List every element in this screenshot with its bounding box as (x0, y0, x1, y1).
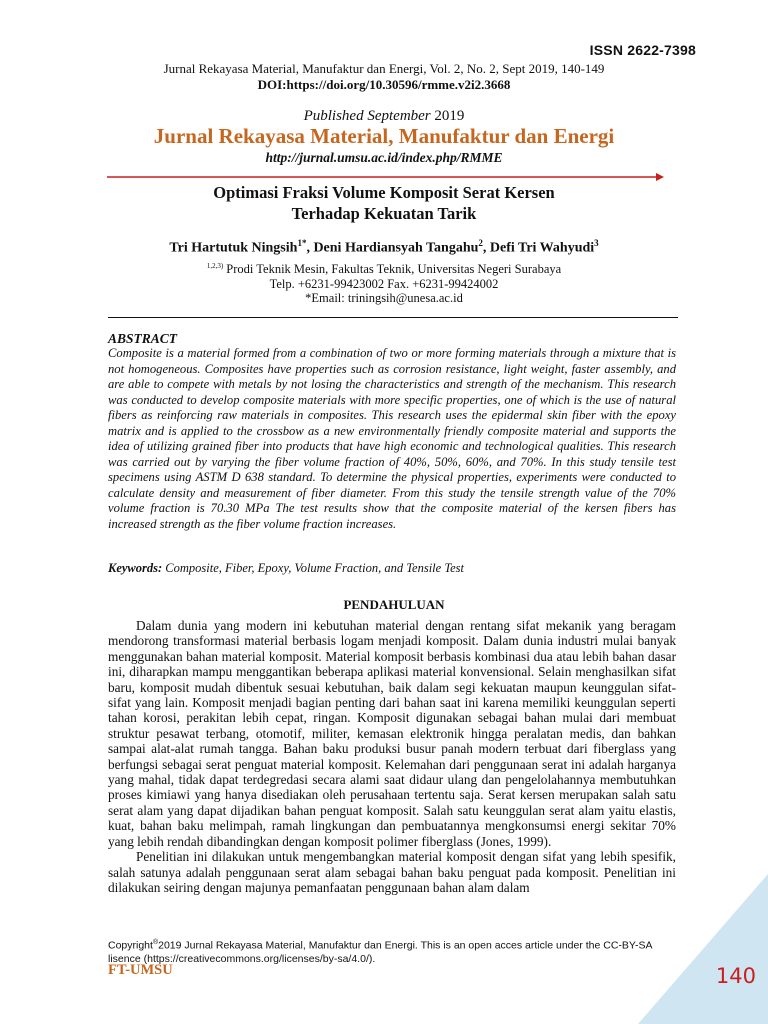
author-affiliation-mark: 2 (478, 238, 483, 248)
registered-mark: ® (152, 939, 159, 946)
red-arrow-rule (107, 172, 665, 182)
author-affiliation-mark: 3 (594, 238, 599, 248)
author-name: Defi Tri Wahyudi (489, 240, 595, 256)
affiliation-line (0, 259, 768, 277)
journal-title: Jurnal Rekayasa Material, Manufaktur dan Energi (153, 124, 615, 148)
author-affiliation-mark: 1* (297, 238, 307, 248)
copyright-prefix: Copyright (108, 939, 153, 952)
journal-citation-line: Jurnal Rekayasa Material, Manufaktur dan Energi, Vol. 2, No. 2, Sept 2019, 140-149 (163, 61, 605, 76)
paragraph: Dalam dunia yang modern ini kebutuhan material dengan rentang sifat mekanik yang beragam mendorong transformasi material berbasis logam menjadi komposit. Dalam dunia industri mulai banyak menggunakan bahan material komposit. Material komposit berbasis kombinasi dua atau lebih bahan dasar ini, diharapkan mampu menggantikan beberapa aplikasi material konvensional. Selain menghasilkan sifat baru, komposit mudah dibentuk sesuai kebutuhan, baik dalam segi kekuatan maupun keunggulan sifat-sifat yang lain. Komposit menjadi bagian penting dari bahan saat ini karena memiliki keunggulan seperti tahan korosi, perakitan lebih cepat, ringan. Komposit digunakan sebagai bahan mulai dari membuat struktur pesawat terbang, otomotif, militer, kemasan elektronik hingga peralatan medis, dan bahkan sampai alat-alat rumah tangga. Bahan baku produksi busur panah modern terbuat dari fiberglass yang berfungsi sebagai serat penguat material komposit. Kelemahan dari penggunaan serat ini adalah harganya yang mahal, tidak dapat terdegredasi secara alami saat didaur ulang dan pengelolahannya membutuhkan proses kimiawi yang hanya disediakan oleh perusahaan tertentu saja. Serat kersen merupakan salah satu serat alam yang dapat dijadikan bahan penguat komposit. Salah satu keunggulan serat alam yaitu elastis, kuat, bahan baku melimpah, ramah lingkungan dan pembuatannya mengkonsumsi energi sekitar 70% yang lebih rendah dibandingkan dengan komposit polimer fiberglass (Jones, 1999). (108, 618, 676, 849)
keywords-label: Keywords: (108, 561, 163, 575)
published-label: Published September (303, 108, 431, 124)
issn: ISSN 2622-7398 (589, 42, 696, 58)
doi-line[interactable]: DOI:https://doi.org/10.30596/rmme.v2i2.3668 (257, 77, 511, 92)
abstract-text: Composite is a material formed from a combination of two or more forming materials through a mixture that is not homogeneous. Composites have properties such as corrosion resistance, light weight, faster assembly, and are able to compete with metals by not losing the characteristics and strength of the mechanism. This research was conducted to develop composite materials with more specific properties, one of which is the use of natural fibers as reinforcing raw materials in composites. This research uses the epidermal skin fiber with the epoxy matrix and is applied to the crossbow as a new environmentally friendly composite material and supports the idea of utilizing grained fiber into products that have high economic and technological qualities. This research was carried out by varying the fiber volume fraction of 40%, 50%, 60%, and 70%. In this study tensile test specimens using ASTM D 638 standard. To determine the physical properties, experiments were conducted to calculate density and measurement of fiber diameter. From this study the tensile strength value of the 70% volume fraction is 70.30 MPa The test results show that the composite material of the kersen fibers has increased strength as the fiber volume fraction increases. (108, 346, 676, 531)
journal-url[interactable]: http://jurnal.umsu.ac.id/index.php/RMME (265, 150, 503, 165)
publisher-name: FT-UMSU (108, 962, 173, 978)
contact-phone: Telp. +6231-99423002 Fax. +6231-99424002 (269, 276, 499, 291)
author-list (0, 238, 768, 257)
paper-title-line-2: Terhadap Kekuatan Tarik (291, 204, 477, 223)
copyright-line (108, 936, 698, 953)
corner-decoration (638, 874, 768, 1024)
published-date (0, 108, 768, 125)
abstract-heading: ABSTRACT (108, 331, 178, 346)
author-name: Deni Hardiansyah Tangahu (313, 240, 479, 256)
keywords-text: Composite, Fiber, Epoxy, Volume Fraction, and Tensile Test (165, 561, 465, 575)
contact-email[interactable]: *Email: triningsih@unesa.ac.id (305, 291, 463, 306)
author-separator: , (306, 240, 314, 256)
affiliation-text: Prodi Teknik Mesin, Fakultas Teknik, Universitas Negeri Surabaya (226, 262, 562, 277)
paper-title (0, 182, 768, 224)
paragraph: Penelitian ini dilakukan untuk mengembangkan material komposit dengan sifat yang lebih spesifik, salah satunya adalah penggunaan serat alam sebagai bahan baku penguat pada komposit. Penelitian ini dilakukan seiring dengan majunya pemanfaatan penggunaan bahan alam dalam (108, 849, 676, 895)
keywords (108, 561, 676, 576)
body-text (108, 618, 676, 895)
affiliation-block (0, 259, 768, 306)
license-line[interactable]: lisence (https://creativecommons.org/licenses/by-sa/4.0/). (108, 952, 376, 965)
affiliation-mark: 1,2,3) (206, 262, 224, 270)
published-year: 2019 (434, 108, 465, 124)
paper-title-line-1: Optimasi Fraksi Volume Komposit Serat Kersen (213, 183, 555, 202)
section-heading: PENDAHULUAN (343, 597, 445, 612)
author-name: Tri Hartutuk Ningsih (169, 240, 298, 256)
page-number: 140 (715, 964, 756, 988)
abstract-divider (108, 317, 678, 318)
copyright-text: 2019 Jurnal Rekayasa Material, Manufaktur dan Energi. This is an open acces article under the CC-BY-SA (158, 939, 653, 952)
author-separator: , (482, 240, 490, 256)
copyright-notice (108, 936, 698, 966)
